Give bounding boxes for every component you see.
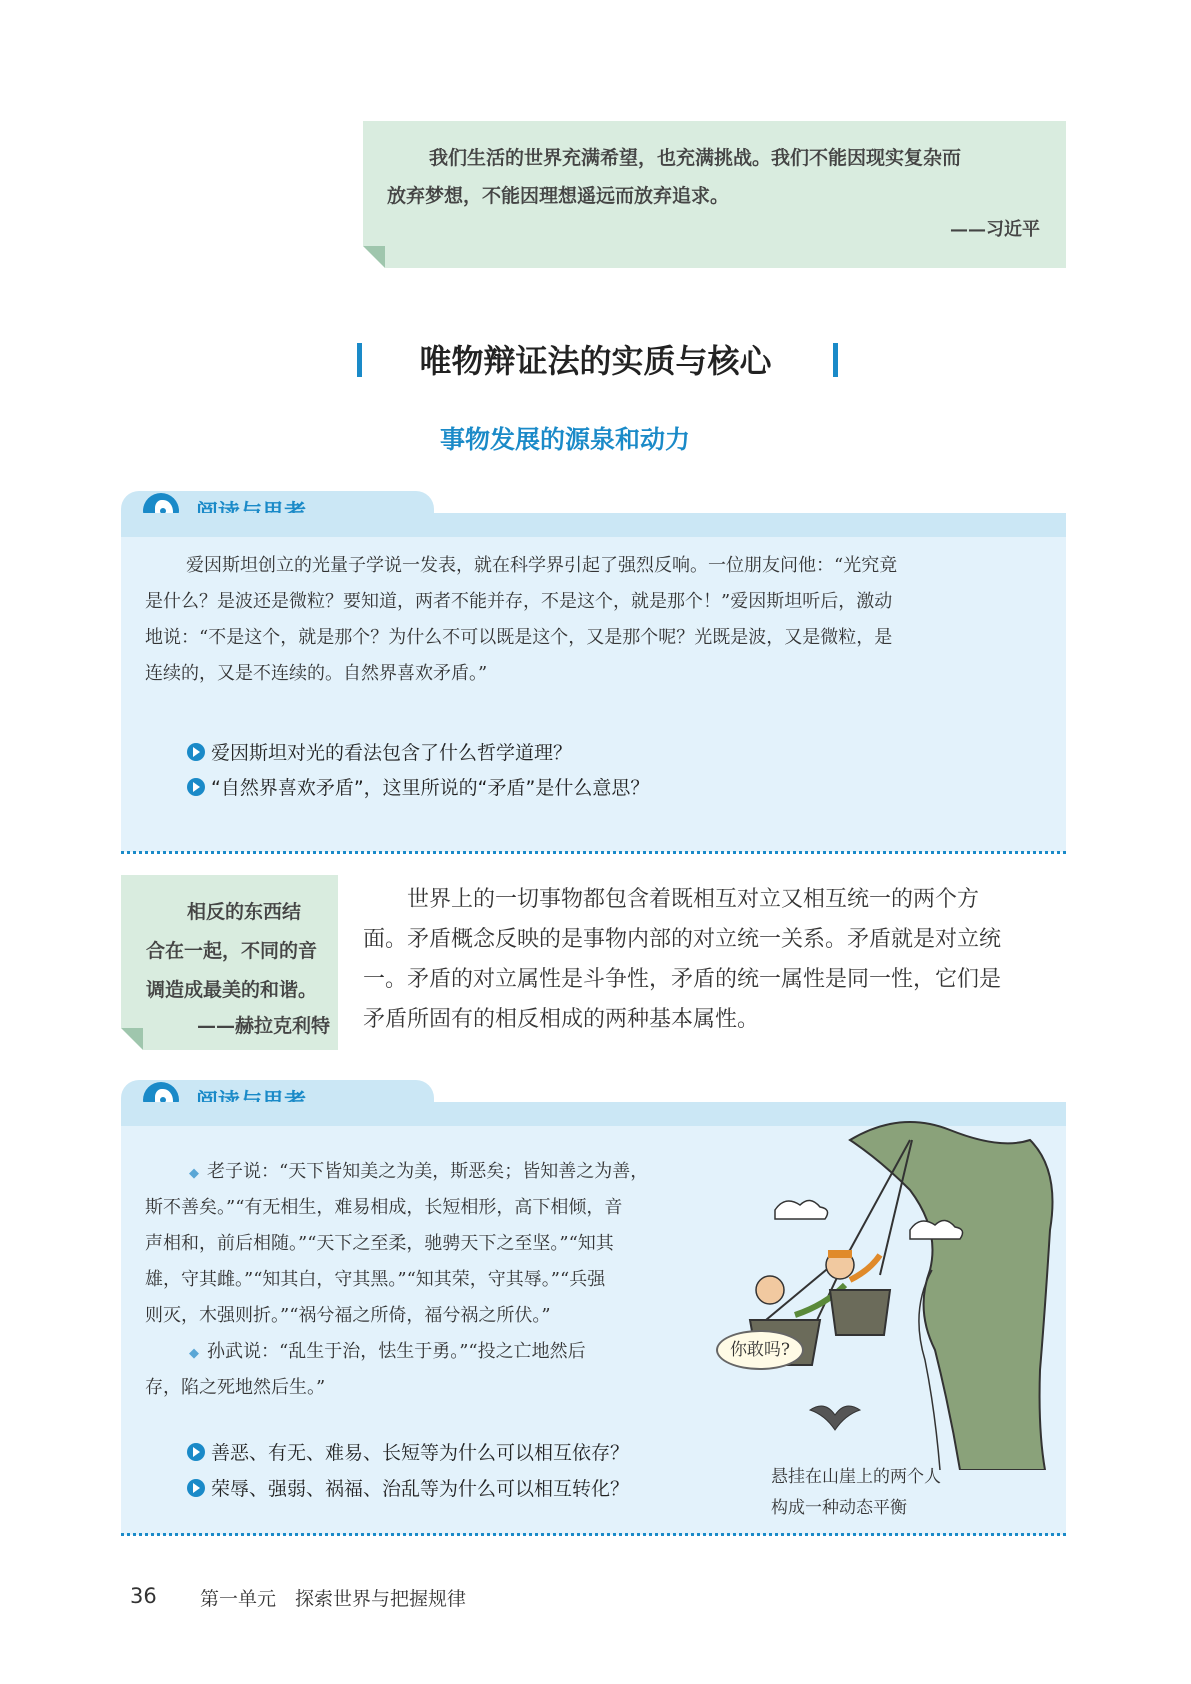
question-text: 爱因斯坦对光的看法包含了什么哲学道理？ xyxy=(211,742,573,764)
reading-line: 斯不善矣。”“有无相生，难易相成，长短相形，高下相倾，音 xyxy=(145,1197,623,1218)
side-quote-line: 合在一起，不同的音 xyxy=(146,940,318,962)
section-title: 唯物辩证法的实质与核心 xyxy=(419,342,772,380)
image-caption xyxy=(771,1462,941,1524)
arrow-right-icon xyxy=(187,1443,205,1461)
question-item xyxy=(187,1438,629,1465)
reading-line xyxy=(189,1154,648,1192)
reading-line: 爱因斯坦创立的光量子学说一发表，就在科学界引起了强烈反响。一位朋友问他：“光究竟 xyxy=(186,555,898,576)
question-item xyxy=(187,773,649,800)
question-text: 荣辱、强弱、祸福、治乱等为什么可以相互转化？ xyxy=(211,1478,630,1500)
top-quote-box xyxy=(363,121,1066,268)
unit-title: 第一单元 探索世界与把握规律 xyxy=(200,1588,467,1610)
reading-line: 是什么？是波还是微粒？要知道，两者不能并存，不是这个，就是那个！”爱因斯坦听后，激动 xyxy=(145,591,893,612)
reading-line-text: 孙武说：“乱生于治，怯生于勇。”“投之亡地然后 xyxy=(207,1341,586,1362)
reading-line: 声相和，前后相随。”“天下之至柔，驰骋天下之至坚。”“知其 xyxy=(145,1233,614,1254)
paragraph-line: 世界上的一切事物都包含着既相互对立又相互统一的两个方 xyxy=(407,887,980,912)
speech-bubble xyxy=(716,1330,804,1370)
question-text: “自然界喜欢矛盾”，这里所说的“矛盾”是什么意思？ xyxy=(211,777,650,799)
caption-line: 构成一种动态平衡 xyxy=(771,1498,907,1518)
top-quote-line-2: 放弃梦想，不能因理想遥远而放弃追求。 xyxy=(387,185,730,207)
reading-line: 地说：“不是这个，就是那个？为什么不可以既是这个，又是那个呢？光既是波，又是微粒，是 xyxy=(145,627,893,648)
side-quote-line: 调造成最美的和谐。 xyxy=(146,979,318,1001)
reading-line xyxy=(189,1334,586,1372)
speech-bubble-text: 你敢吗? xyxy=(729,1340,791,1360)
caption-line: 悬挂在山崖上的两个人 xyxy=(771,1467,941,1487)
reading-box-1 xyxy=(121,537,1066,852)
question-item xyxy=(187,1474,629,1501)
question-text: 善恶、有无、难易、长短等为什么可以相互依存？ xyxy=(211,1442,630,1464)
page-fold-corner xyxy=(363,246,385,268)
paragraph-line: 一。矛盾的对立属性是斗争性，矛盾的统一属性是同一性，它们是 xyxy=(363,967,1002,992)
question-item xyxy=(187,738,572,765)
paragraph-line: 面。矛盾概念反映的是事物内部的对立统一关系。矛盾就是对立统 xyxy=(363,927,1002,952)
side-quote-author: ——赫拉克利特 xyxy=(197,1015,331,1037)
reading-line: 雄，守其雌。”“知其白，守其黑。”“知其荣，守其辱。”“兵强 xyxy=(145,1269,606,1290)
title-bar-right xyxy=(833,343,838,377)
main-paragraph xyxy=(363,880,1067,1040)
arrow-right-icon xyxy=(187,743,205,761)
reading-header-strip xyxy=(121,513,1066,537)
subtitle: 事物发展的源泉和动力 xyxy=(439,425,690,454)
dotted-divider xyxy=(121,1533,1066,1536)
top-quote-line-1: 我们生活的世界充满希望，也充满挑战。我们不能因现实复杂而 xyxy=(429,147,962,169)
dotted-divider xyxy=(121,851,1066,854)
reading-line: 连续的，又是不连续的。自然界喜欢矛盾。” xyxy=(145,663,488,684)
reading-line: 则灭，木强则折。”“祸兮福之所倚，福兮祸之所伏。” xyxy=(145,1305,551,1326)
side-quote-line: 相反的东西结 xyxy=(187,901,302,923)
top-quote-author: ——习近平 xyxy=(950,219,1040,240)
diamond-bullet-icon: ◆ xyxy=(189,1166,199,1181)
side-quote-box xyxy=(121,875,338,1050)
reading-line: 存，陷之死地然后生。” xyxy=(145,1377,326,1398)
reading-line-text: 老子说：“天下皆知美之为美，斯恶矣；皆知善之为善， xyxy=(207,1161,649,1182)
paragraph-line: 矛盾所固有的相反相成的两种基本属性。 xyxy=(363,1007,760,1032)
cliff-cartoon-illustration xyxy=(700,1110,1066,1470)
diamond-bullet-icon: ◆ xyxy=(189,1346,199,1361)
page-number: 36 xyxy=(130,1584,157,1608)
arrow-right-icon xyxy=(187,778,205,796)
page-fold-corner xyxy=(121,1028,143,1050)
arrow-right-icon xyxy=(187,1479,205,1497)
